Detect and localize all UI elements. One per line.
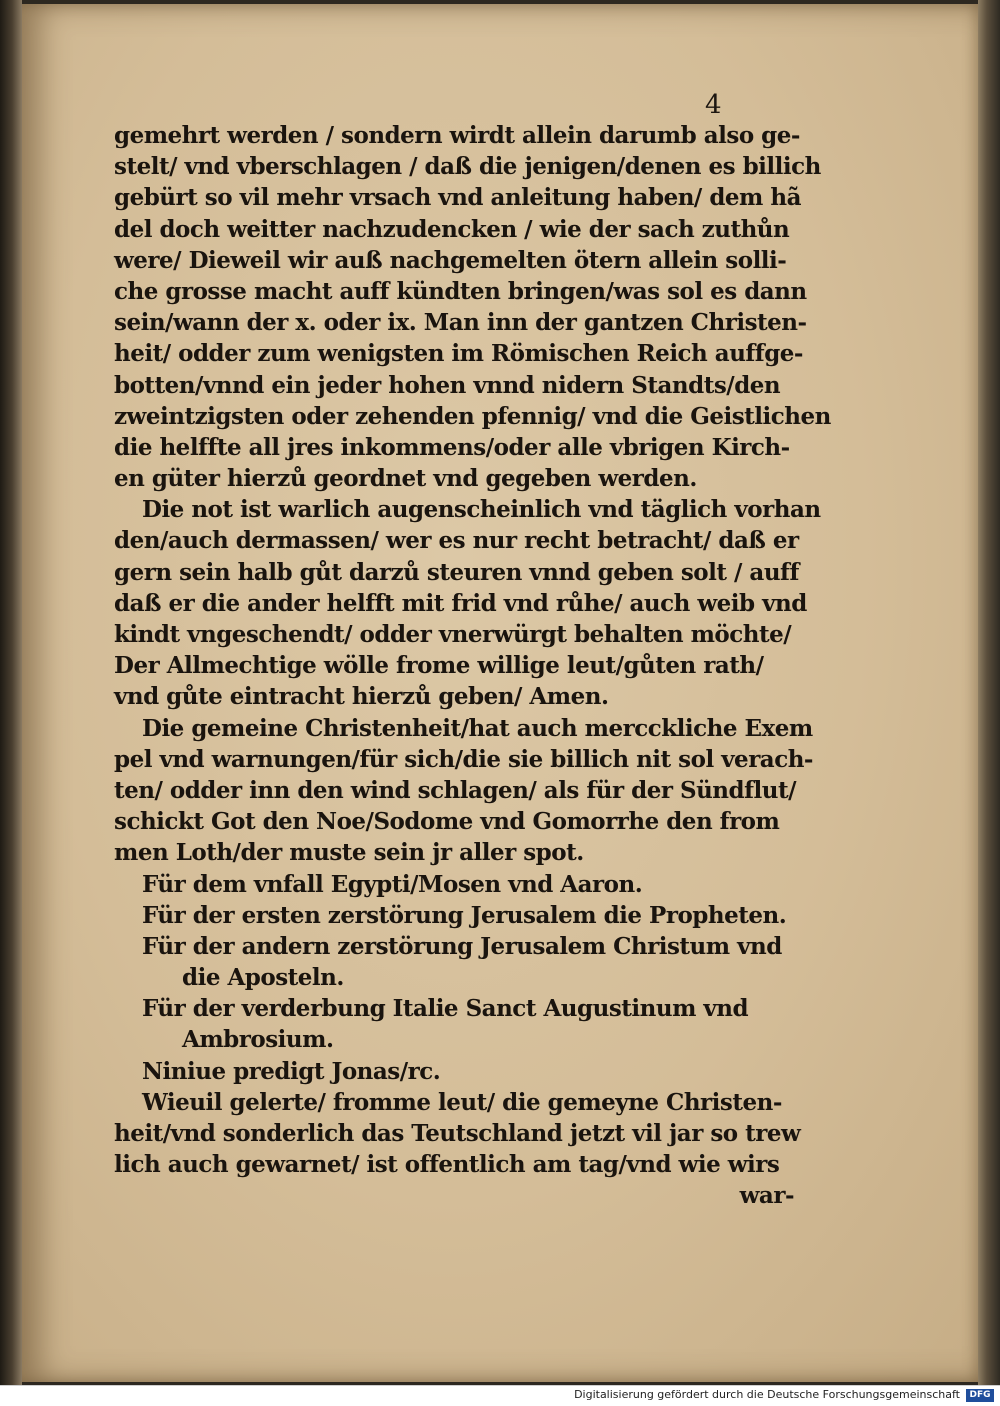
book-spine-edge	[0, 0, 22, 1386]
text-line: gemehrt werden / sondern wirdt allein darumb also ge-	[114, 122, 800, 149]
footer-bar	[0, 1385, 1000, 1406]
text-line: che grosse macht auff kündten bringen/was sol es dann	[114, 277, 807, 305]
text-line: del doch weitter nachzudencken / wie der sach zuthůn	[114, 215, 790, 243]
text-line: botten/vnnd ein jeder hohen vnnd nidern Standts/den	[114, 371, 781, 399]
text-line: gebürt so vil mehr vrsach vnd anleitung haben/ dem hã	[114, 184, 802, 212]
text-line: en güter hierzů geordnet vnd gegeben werden.	[114, 465, 697, 493]
text-line: Für der andern zerstörung Jerusalem Christum vnd	[142, 932, 782, 960]
text-line: were/ Dieweil wir auß nachgemelten ötern allein solli-	[114, 246, 787, 274]
text-line: Für der ersten zerstörung Jerusalem die Propheten.	[142, 901, 787, 929]
text-line: men Loth/der muste sein jr aller spot.	[114, 839, 584, 867]
text-line: heit/vnd sonderlich das Teutschland jetzt vil jar so trew	[114, 1120, 801, 1147]
text-line: gern sein halb gůt darzů steuren vnnd geben solt / auff	[114, 558, 799, 586]
text-line: ten/ odder inn den wind schlagen/ als für der Sündflut/	[114, 776, 796, 804]
text-line: heit/ odder zum wenigsten im Römischen Reich auffge-	[114, 340, 803, 368]
text-line: vnd gůte eintracht hierzů geben/ Amen.	[114, 683, 609, 711]
text-line: lich auch gewarnet/ ist offentlich am tag/vnd wie wirs	[114, 1151, 780, 1179]
text-line: Für der verderbung Italie Sanct Augustinum vnd	[142, 995, 749, 1023]
text-line: Die not ist warlich augenscheinlich vnd täglich vorhan	[142, 496, 821, 524]
text-line: die helffte all jres inkommens/oder alle vbrigen Kirch-	[114, 433, 790, 461]
funding-credit: Digitalisierung gefördert durch die Deutsche Forschungsgemeinschaft	[574, 1388, 960, 1401]
page-number: 4	[705, 90, 722, 120]
text-line: schickt Got den Noe/Sodome vnd Gomorrhe den from	[114, 808, 780, 836]
text-line: den/auch dermassen/ wer es nur recht betracht/ daß er	[114, 527, 799, 555]
text-line: Für dem vnfall Egypti/Mosen vnd Aaron.	[142, 870, 643, 898]
text-line: Ambrosium.	[182, 1026, 334, 1054]
text-line: daß er die ander helfft mit frid vnd růhe/ auch weib vnd	[114, 589, 807, 617]
text-line: war-	[739, 1182, 794, 1210]
dfg-logo-icon: DFG	[966, 1389, 994, 1402]
page-fore-edge	[978, 0, 1000, 1386]
book-page	[22, 4, 980, 1382]
text-line: kindt vngeschendt/ odder vnerwürgt behalten möchte/	[114, 621, 792, 648]
text-line: pel vnd warnungen/für sich/die sie billich nit sol verach-	[114, 745, 813, 773]
text-line: stelt/ vnd vberschlagen / daß die jenigen/denen es billich	[114, 153, 821, 181]
text-line: Der Allmechtige wölle frome willige leut/gůten rath/	[114, 652, 764, 680]
text-line: die Aposteln.	[182, 964, 344, 992]
text-line: Die gemeine Christenheit/hat auch mercckliche Exem	[142, 714, 813, 742]
body-text	[114, 120, 831, 1212]
text-line: Wieuil gelerte/ fromme leut/ die gemeyne Christen-	[142, 1088, 782, 1116]
text-line: Niniue predigt Jonas/rc.	[142, 1057, 441, 1085]
text-line: zweintzigsten oder zehenden pfennig/ vnd die Geistlichen	[114, 402, 831, 430]
text-line: sein/wann der x. oder ix. Man inn der gantzen Christen-	[114, 309, 807, 337]
